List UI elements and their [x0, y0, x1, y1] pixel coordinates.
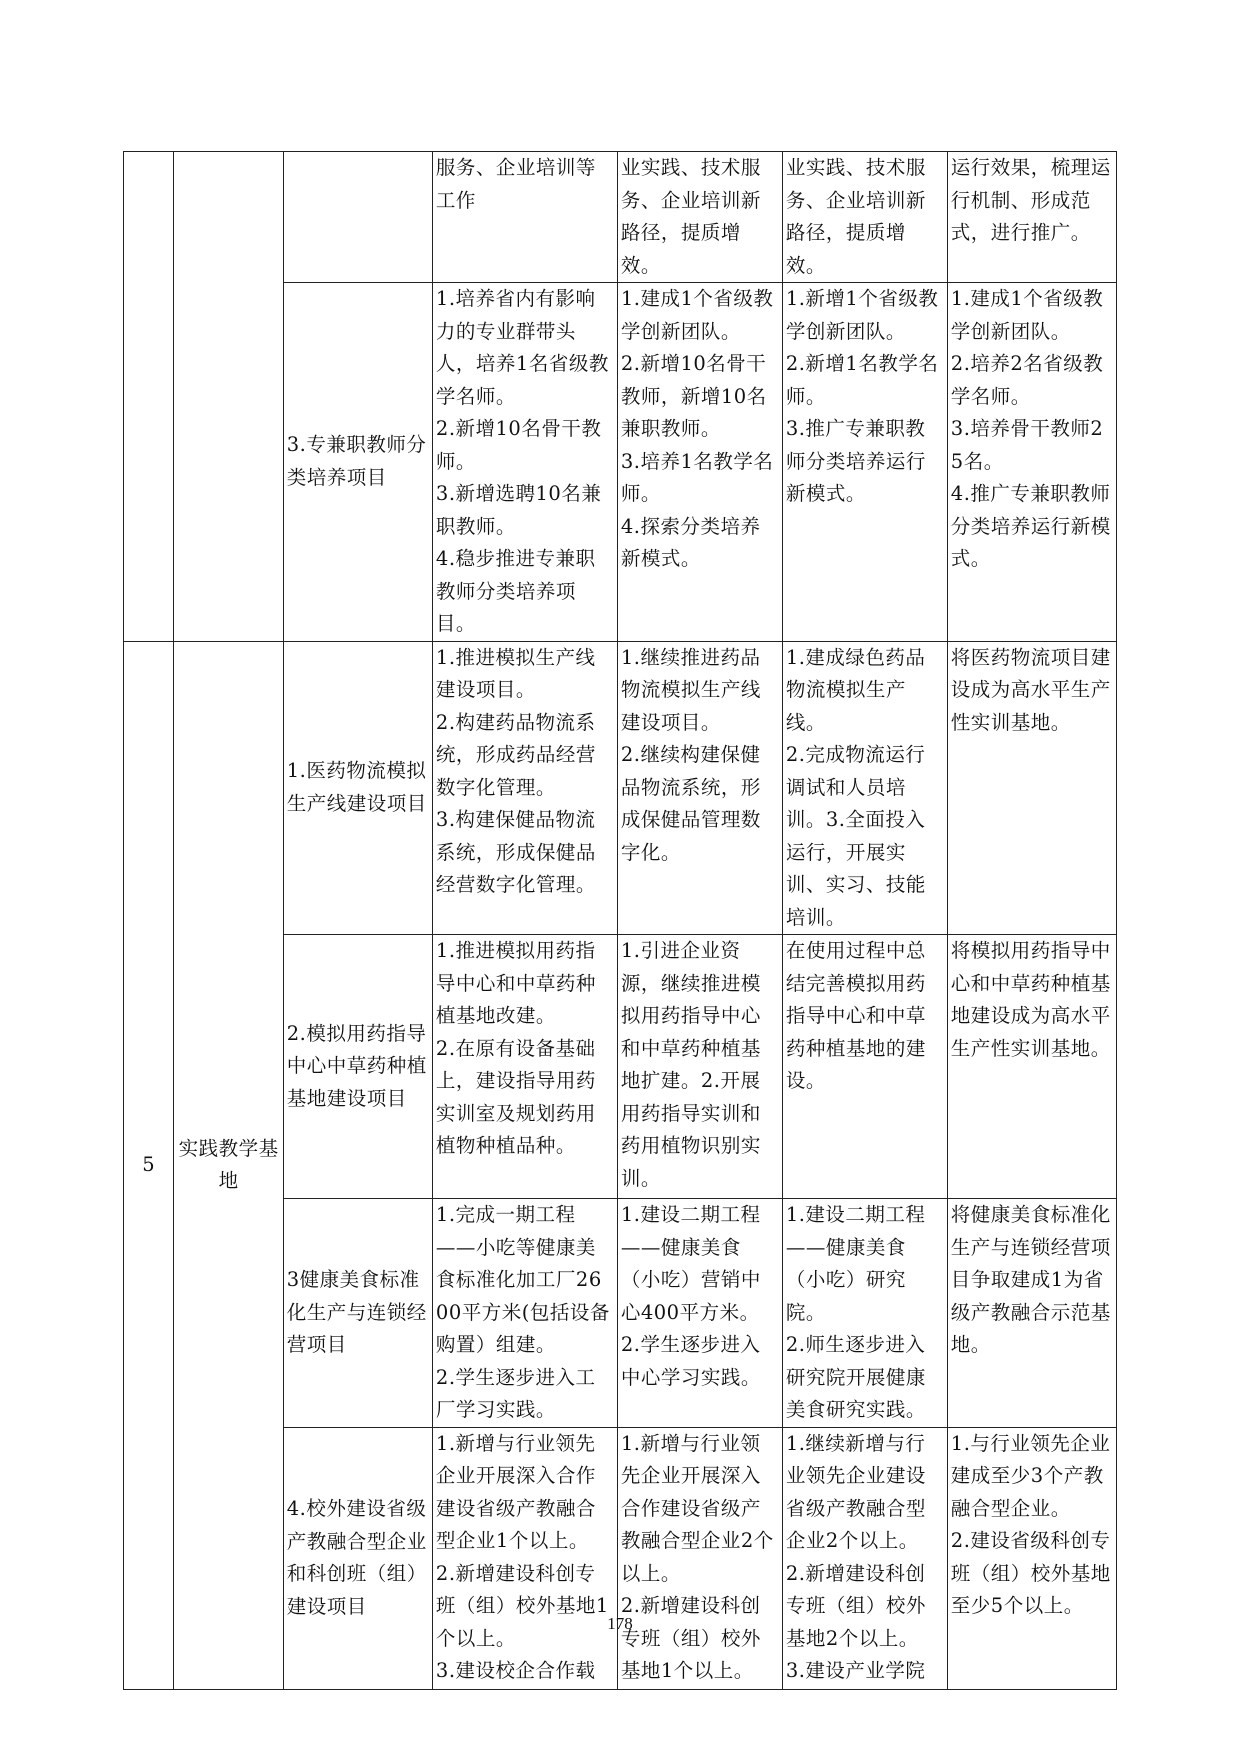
- year4-cell: 1.与行业领先企业建成至少3个产教融合型企业。 2.建设省级科创专班（组）校外基地至少5个以上。: [947, 1427, 1116, 1689]
- year1-cell: 1.推进模拟用药指导中心和中草药种植基地改建。 2.在原有设备基础上，建设指导用药实训室及规划药用植物种植品种。: [432, 935, 617, 1199]
- project-cell: 1.医药物流模拟生产线建设项目: [283, 641, 432, 935]
- project-cell: 3健康美食标准化生产与连锁经营项目: [283, 1199, 432, 1428]
- year2-cell: 1.引进企业资源，继续推进模拟用药指导中心和中草药种植基地扩建。2.开展用药指导实训和药用植物识别实训。: [617, 935, 782, 1199]
- project-cell: [283, 152, 432, 283]
- construction-plan-table: [123, 151, 1117, 1690]
- table-row: [124, 641, 1117, 935]
- year3-cell: 1.继续新增与行业领先企业建设省级产教融合型企业2个以上。 2.新增建设科创专班（组）校外基地2个以上。 3.建设产业学院: [782, 1427, 947, 1689]
- year1-cell: 1.新增与行业领先企业开展深入合作建设省级产教融合型企业1个以上。 2.新增建设科创专班（组）校外基地1个以上。 3.建设校企合作载: [432, 1427, 617, 1689]
- project-cell: 2.模拟用药指导中心中草药种植基地建设项目: [283, 935, 432, 1199]
- index-cell: 5: [124, 641, 174, 1689]
- project-cell: 3.专兼职教师分类培养项目: [283, 283, 432, 642]
- page-number: 178: [607, 1614, 633, 1633]
- year4-cell: 将模拟用药指导中心和中草药种植基地建设成为高水平生产性实训基地。: [947, 935, 1116, 1199]
- year2-cell: 业实践、技术服务、企业培训新路径，提质增效。: [617, 152, 782, 283]
- year1-cell: 服务、企业培训等工作: [432, 152, 617, 283]
- category-cell: [174, 152, 283, 642]
- year3-cell: 1.建成绿色药品物流模拟生产线。 2.完成物流运行调试和人员培训。3.全面投入运行，开展实训、实习、技能培训。: [782, 641, 947, 935]
- year4-cell: 运行效果，梳理运行机制、形成范式，进行推广。: [947, 152, 1116, 283]
- year4-cell: 将健康美食标准化生产与连锁经营项目争取建成1为省级产教融合示范基地。: [947, 1199, 1116, 1428]
- year4-cell: 1.建成1个省级教学创新团队。 2.培养2名省级教学名师。 3.培养骨干教师25名。 4.推广专兼职教师分类培养运行新模式。: [947, 283, 1116, 642]
- year3-cell: 1.新增1个省级教学创新团队。 2.新增1名教学名师。 3.推广专兼职教师分类培养运行新模式。: [782, 283, 947, 642]
- index-cell: [124, 152, 174, 642]
- year3-cell: 在使用过程中总结完善模拟用药指导中心和中草药种植基地的建设。: [782, 935, 947, 1199]
- project-cell: 4.校外建设省级产教融合型企业和科创班（组）建设项目: [283, 1427, 432, 1689]
- year2-cell: 1.继续推进药品物流模拟生产线建设项目。 2.继续构建保健品物流系统，形成保健品管理数字化。: [617, 641, 782, 935]
- year4-cell: 将医药物流项目建设成为高水平生产性实训基地。: [947, 641, 1116, 935]
- category-cell: 实践教学基地: [174, 641, 283, 1689]
- table-row: [124, 152, 1117, 283]
- year3-cell: 1.建设二期工程——健康美食（小吃）研究院。 2.师生逐步进入研究院开展健康美食研究实践。: [782, 1199, 947, 1428]
- year2-cell: 1.建设二期工程——健康美食（小吃）营销中心400平方米。 2.学生逐步进入中心学习实践。: [617, 1199, 782, 1428]
- year2-cell: 1.新增与行业领先企业开展深入合作建设省级产教融合型企业2个以上。 2.新增建设科创专班（组）校外基地1个以上。: [617, 1427, 782, 1689]
- year2-cell: 1.建成1个省级教学创新团队。 2.新增10名骨干教师，新增10名兼职教师。 3.培养1名教学名师。 4.探索分类培养新模式。: [617, 283, 782, 642]
- year1-cell: 1.培养省内有影响力的专业群带头人，培养1名省级教学名师。 2.新增10名骨干教师。 3.新增选聘10名兼职教师。 4.稳步推进专兼职教师分类培养项目。: [432, 283, 617, 642]
- year1-cell: 1.推进模拟生产线建设项目。 2.构建药品物流系统，形成药品经营数字化管理。 3.构建保健品物流系统，形成保健品经营数字化管理。: [432, 641, 617, 935]
- year1-cell: 1.完成一期工程——小吃等健康美食标准化加工厂2600平方米(包括设备购置）组建。 2.学生逐步进入工厂学习实践。: [432, 1199, 617, 1428]
- year3-cell: 业实践、技术服务、企业培训新路径，提质增效。: [782, 152, 947, 283]
